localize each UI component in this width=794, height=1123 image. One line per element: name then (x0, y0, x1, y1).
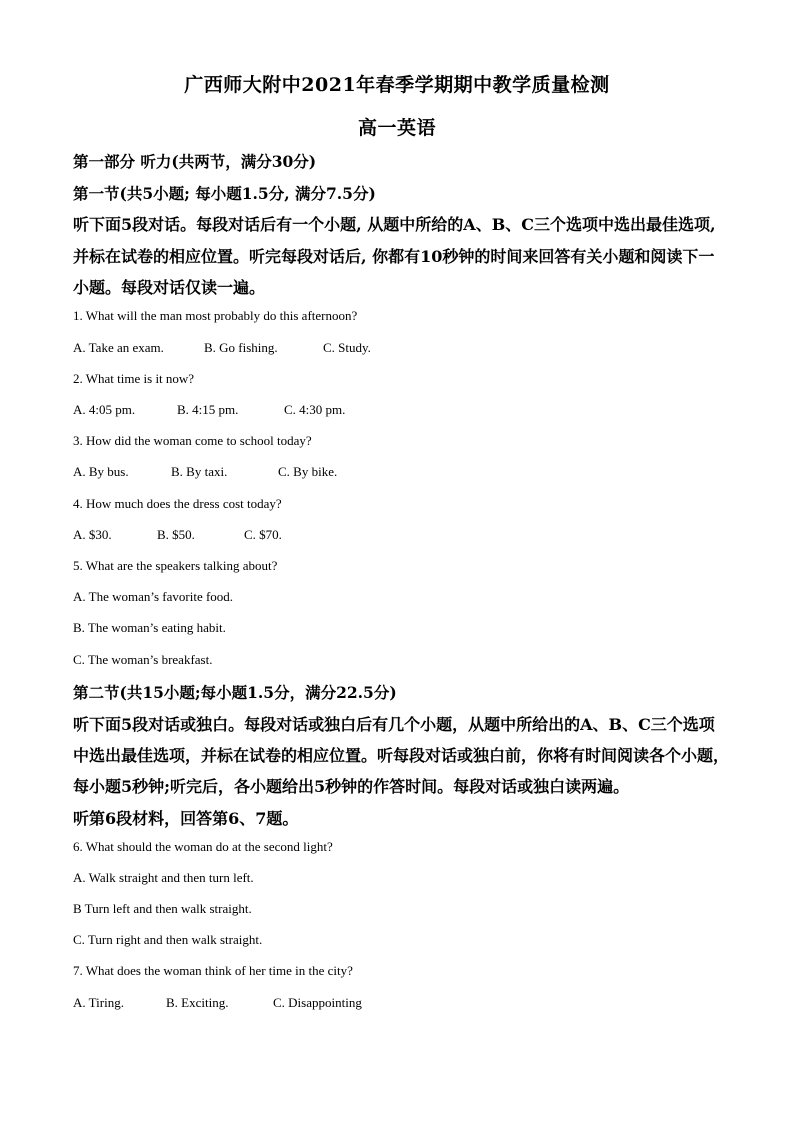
question-4-option-b: B. $50. (157, 527, 195, 542)
question-3-stem: 3. How did the woman come to school today? (73, 433, 312, 448)
question-5-option-c: C. The woman’s breakfast. (73, 652, 213, 667)
question-3-option-b: B. By taxi. (171, 464, 228, 479)
part1-title: 第一部分 听力(共两节，满分30分) (73, 152, 317, 171)
exam-title: 广西师大附中2021年春季学期期中教学质量检测 (184, 74, 610, 96)
question-1-option-a: A. Take an exam. (73, 340, 164, 355)
question-6-stem: 6. What should the woman do at the second light? (73, 839, 333, 854)
question-1-option-c: C. Study. (323, 340, 371, 355)
question-2-stem: 2. What time is it now? (73, 371, 195, 386)
section1-instruction-line-1: 听下面5段对话。每段对话后有一个小题, 从题中所给的A、B、C三个选项中选出最佳选项, (73, 215, 716, 234)
question-6-option-b: B Turn left and then walk straight. (73, 901, 252, 916)
question-5-option-a: A. The woman’s favorite food. (73, 589, 234, 604)
question-7-option-a: A. Tiring. (73, 995, 124, 1010)
question-6-option-c: C. Turn right and then walk straight. (73, 932, 263, 947)
question-7-option-c: C. Disappointing (273, 995, 362, 1010)
exam-subject: 高一英语 (357, 117, 436, 139)
section2-instruction-line-2: 中选出最佳选项，并标在试卷的相应位置。听每段对话或独白前，你将有时间阅读各个小题， (73, 746, 730, 765)
question-2-option-b: B. 4:15 pm. (177, 402, 239, 417)
question-2-option-c: C. 4:30 pm. (284, 402, 346, 417)
section1-instruction-line-3: 小题。每段对话仅读一遍。 (73, 278, 266, 297)
section1-instruction-line-2: 并标在试卷的相应位置。听完每段对话后, 你都有10秒钟的时间来回答有关小题和阅读下一 (73, 247, 715, 266)
question-7-option-b: B. Exciting. (166, 995, 229, 1010)
question-4-option-c: C. $70. (244, 527, 282, 542)
question-3-option-c: C. By bike. (278, 464, 338, 479)
question-1-option-b: B. Go fishing. (204, 340, 278, 355)
material-6-note: 听第6段材料，回答第6、7题。 (73, 809, 299, 828)
question-4-stem: 4. How much does the dress cost today? (73, 496, 282, 511)
question-4-option-a: A. $30. (73, 527, 112, 542)
question-3-option-a: A. By bus. (73, 464, 129, 479)
question-1-stem: 1. What will the man most probably do this afternoon? (73, 308, 358, 323)
question-5-option-b: B. The woman’s eating habit. (73, 620, 226, 635)
question-7-stem: 7. What does the woman think of her time in the city? (73, 963, 353, 978)
question-2-option-a: A. 4:05 pm. (73, 402, 136, 417)
section2-instruction-line-3: 每小题5秒钟;听完后，各小题给出5秒钟的作答时间。每段对话或独白读两遍。 (73, 777, 630, 796)
question-6-option-a: A. Walk straight and then turn left. (73, 870, 254, 885)
section2-title: 第二节(共15小题;每小题1.5分，满分22.5分) (73, 683, 397, 702)
question-5-stem: 5. What are the speakers talking about? (73, 558, 278, 573)
section2-instruction-line-1: 听下面5段对话或独白。每段对话或独白后有几个小题，从题中所给出的A、B、C三个选项 (73, 715, 715, 734)
section1-title: 第一节(共5小题; 每小题1.5分, 满分7.5分) (73, 184, 376, 203)
